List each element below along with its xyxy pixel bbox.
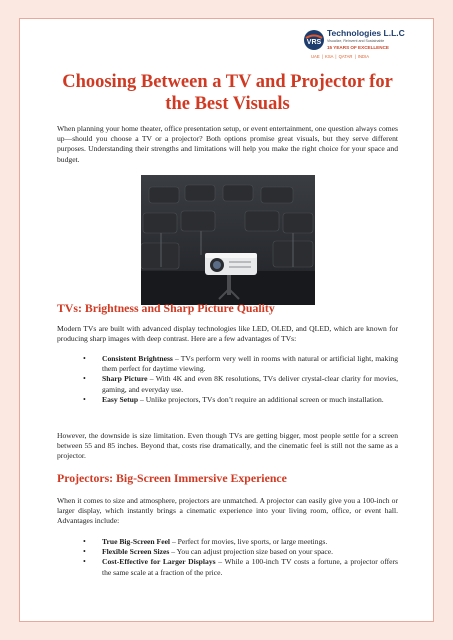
logo-name: Technologies L.L.C — [327, 28, 405, 38]
bullet-term: Flexible Screen Sizes — [102, 547, 170, 557]
intro-paragraph: When planning your home theater, office presentation setup, or event entertainment, one question always comes up—should you choose a TV or a projector? Both options promise great visuals, but they serve different purposes. Understanding their strengths and limitations will help you make the right choice for your space and budget. — [57, 124, 398, 164]
list-item — [57, 537, 398, 547]
list-item — [57, 354, 398, 374]
list-item — [57, 547, 398, 557]
list-item — [57, 395, 398, 405]
tv-section-outro: However, the downside is size limitation. Even though TVs are getting bigger, most people settle for a screen between 55 and 85 inches. Beyond that, costs rise dramatically, and the cinematic feel is still not the same as a projector. — [57, 431, 398, 461]
tv-section-intro: Modern TVs are built with advanced display technologies like LED, OLED, and QLED, which are known for producing sharp images with deep contrast. Here are a few advantages of TVs: — [57, 324, 398, 344]
logo-regions: UAE | KSA | QATAR | INDIA — [311, 54, 370, 59]
document-page — [19, 18, 434, 622]
bullet-text: – While a 100-inch TV costs a fortune, a projector offers the same scale at a fraction of the price. — [102, 557, 399, 577]
tv-section-heading: TVs: Brightness and Sharp Picture Quality — [57, 301, 275, 315]
svg-text:VRS: VRS — [306, 39, 322, 46]
region-ksa: KSA — [325, 54, 334, 59]
bullet-term: Sharp Picture — [102, 374, 148, 384]
bullet-text: – With 4K and even 8K resolutions, TVs deliver crystal-clear clarity for movies, gaming, and everyday use. — [102, 374, 398, 394]
region-qatar: QATAR — [338, 54, 353, 59]
region-uae: UAE — [311, 54, 320, 59]
list-item — [57, 557, 398, 577]
projector-section-heading: Projectors: Big-Screen Immersive Experience — [57, 471, 287, 485]
bullet-term: Consistent Brightness — [102, 354, 173, 363]
logo-years: 15 YEARS OF EXCELLENCE — [327, 45, 389, 50]
bullet-text: – TVs perform very well in rooms with natural or artificial light, making them perfect for daytime viewing. — [102, 354, 398, 374]
projector-section-intro: When it comes to size and atmosphere, projectors are unmatched. A projector can easily give you a 100-inch or larger display, which instantly brings a cinematic experience into your living room, office, or event hall. Advantages include: — [57, 496, 398, 526]
bullet-term: Easy Setup — [102, 394, 139, 404]
bullet-text: – Perfect for movies, live sports, or large meetings. — [170, 537, 328, 546]
bullet-text: – You can adjust projection size based on your space. — [169, 547, 334, 557]
logo-tagline: Visualize, Reinvent and Sustainable — [327, 39, 385, 43]
logo-globe-icon — [303, 29, 325, 51]
list-item — [57, 374, 398, 394]
page-title: Choosing Between a TV and Projector for the Best Visuals — [62, 72, 393, 114]
company-logo — [303, 23, 421, 69]
bullet-text: – Unlike projectors, TVs don’t require an additional screen or much installation. — [138, 394, 384, 404]
projector-advantages-list — [57, 537, 398, 578]
projector-photo — [141, 175, 315, 305]
tv-advantages-list — [57, 354, 398, 405]
bullet-term: True Big-Screen Feel — [102, 537, 171, 546]
region-india: INDIA — [357, 54, 370, 59]
bullet-term: Cost-Effective for Larger Displays — [102, 557, 216, 567]
projector-image — [141, 175, 315, 305]
